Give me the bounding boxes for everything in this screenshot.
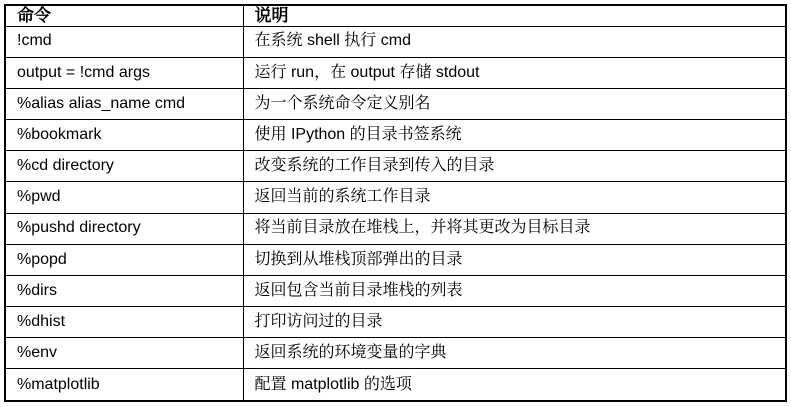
description-cell: 运行 run，在 output 存储 stdout (243, 57, 786, 88)
table-row (5, 26, 786, 57)
description-cell: 为一个系统命令定义别名 (243, 88, 786, 119)
table-row (5, 57, 786, 88)
description-cell: 返回包含当前目录堆栈的列表 (243, 275, 786, 306)
command-cell: %dhist (5, 307, 243, 338)
table-row (5, 182, 786, 213)
description-cell: 使用 IPython 的目录书签系统 (243, 120, 786, 151)
description-cell: 返回当前的系统工作目录 (243, 182, 786, 213)
header-command: 命令 (5, 5, 243, 26)
command-cell: %matplotlib (5, 369, 243, 401)
command-cell: !cmd (5, 26, 243, 57)
command-cell: %popd (5, 244, 243, 275)
description-cell: 返回系统的环境变量的字典 (243, 338, 786, 369)
description-cell: 改变系统的工作目录到传入的目录 (243, 151, 786, 182)
description-cell: 打印访问过的目录 (243, 307, 786, 338)
command-cell: output = !cmd args (5, 57, 243, 88)
table-row (5, 244, 786, 275)
command-cell: %env (5, 338, 243, 369)
command-cell: %dirs (5, 275, 243, 306)
description-cell: 切换到从堆栈顶部弹出的目录 (243, 244, 786, 275)
table-row (5, 120, 786, 151)
table-row (5, 275, 786, 306)
table-row (5, 307, 786, 338)
command-cell: %pushd directory (5, 213, 243, 244)
command-cell: %bookmark (5, 120, 243, 151)
table-row (5, 369, 786, 401)
command-table (4, 4, 787, 402)
table-row (5, 338, 786, 369)
table-row (5, 151, 786, 182)
description-cell: 配置 matplotlib 的选项 (243, 369, 786, 401)
table-header-row (5, 5, 786, 26)
description-cell: 在系统 shell 执行 cmd (243, 26, 786, 57)
table-row (5, 213, 786, 244)
table-row (5, 88, 786, 119)
command-cell: %pwd (5, 182, 243, 213)
command-cell: %cd directory (5, 151, 243, 182)
description-cell: 将当前目录放在堆栈上，并将其更改为目标目录 (243, 213, 786, 244)
header-description: 说明 (243, 5, 786, 26)
command-cell: %alias alias_name cmd (5, 88, 243, 119)
